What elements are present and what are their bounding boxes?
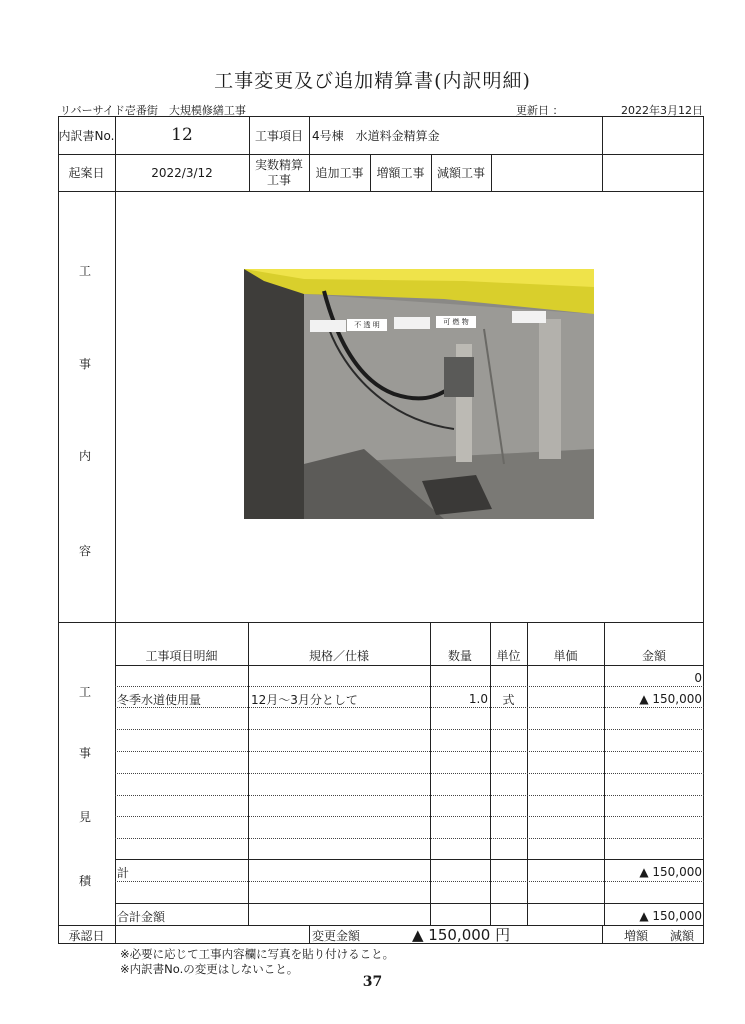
project-name: リバーサイド壱番街 大規模修繕工事 [60,104,246,117]
row-1-amount: ▲ 150,000 [639,692,702,706]
change-amount-label: 変更金額 [312,928,361,943]
actual-label-line2: 工事 [266,172,291,187]
col-header-spec: 規格／仕様 [308,648,369,663]
estimate-label-char-4: 積 [79,874,92,888]
content-label-char-3: 内 [79,449,92,463]
actual-label-line1: 実数精算 [254,157,303,172]
form-frame [58,116,704,944]
change-amount-value: ▲ 150,000 円 [412,925,511,944]
site-photo [244,269,594,519]
col-header-amount: 金額 [641,648,666,663]
col-header-unit: 単位 [496,648,521,663]
actual-settlement-label [249,154,309,191]
photo-sign-1: 不 透 明 [347,319,387,331]
content-label-char-2: 事 [79,357,92,371]
subtotal-amount: ▲ 150,000 [639,865,702,879]
estimate-label-char-1: 工 [79,685,92,699]
content-label-char-1: 工 [79,264,92,278]
row-1-qty: 1.0 [468,692,488,706]
draft-date-value: 2022/3/12 [151,165,213,180]
document-title: 工事変更及び追加精算書(内訳明細) [214,70,531,92]
photo-sign-2: 可 燃 物 [436,316,476,328]
draft-date-label: 起案日 [68,166,105,180]
additional-work-label: 追加工事 [315,166,364,180]
doc-no-label: 内訳書No. [58,128,115,143]
row-0-amount: 0 [694,671,702,685]
update-label: 更新日 ： [516,104,564,117]
col-header-item: 工事項目明細 [145,648,218,663]
approval-date-label: 承認日 [68,928,105,943]
note-1: ※必要に応じて工事内容欄に写真を貼り付けること。 [120,947,395,961]
decrease-label: 減額 [670,928,695,943]
decrease-work-label: 減額工事 [436,166,485,180]
col-header-qty: 数量 [447,648,472,663]
estimate-label-char-2: 事 [79,746,92,760]
increase-work-label: 増額工事 [376,166,425,180]
update-date: 2022年3月12日 [621,104,703,117]
col-header-price: 単価 [553,648,578,663]
work-item-value: 4号棟 水道料金精算金 [312,128,440,143]
total-amount: ▲ 150,000 [639,909,702,923]
total-label: 合計金額 [117,909,166,924]
row-1-item: 冬季水道使用量 [117,692,202,707]
doc-no-value: 12 [171,125,193,145]
page-number: 37 [362,974,383,990]
note-2: ※内訳書No.の変更はしないこと。 [120,962,299,976]
row-1-spec: 12月～3月分として [251,692,358,707]
work-item-label: 工事項目 [254,128,303,143]
row-1-unit: 式 [502,692,515,707]
estimate-label-char-3: 見 [79,810,92,824]
content-label-char-4: 容 [79,544,92,558]
increase-label: 増額 [624,928,649,943]
subtotal-label: 計 [117,865,130,880]
